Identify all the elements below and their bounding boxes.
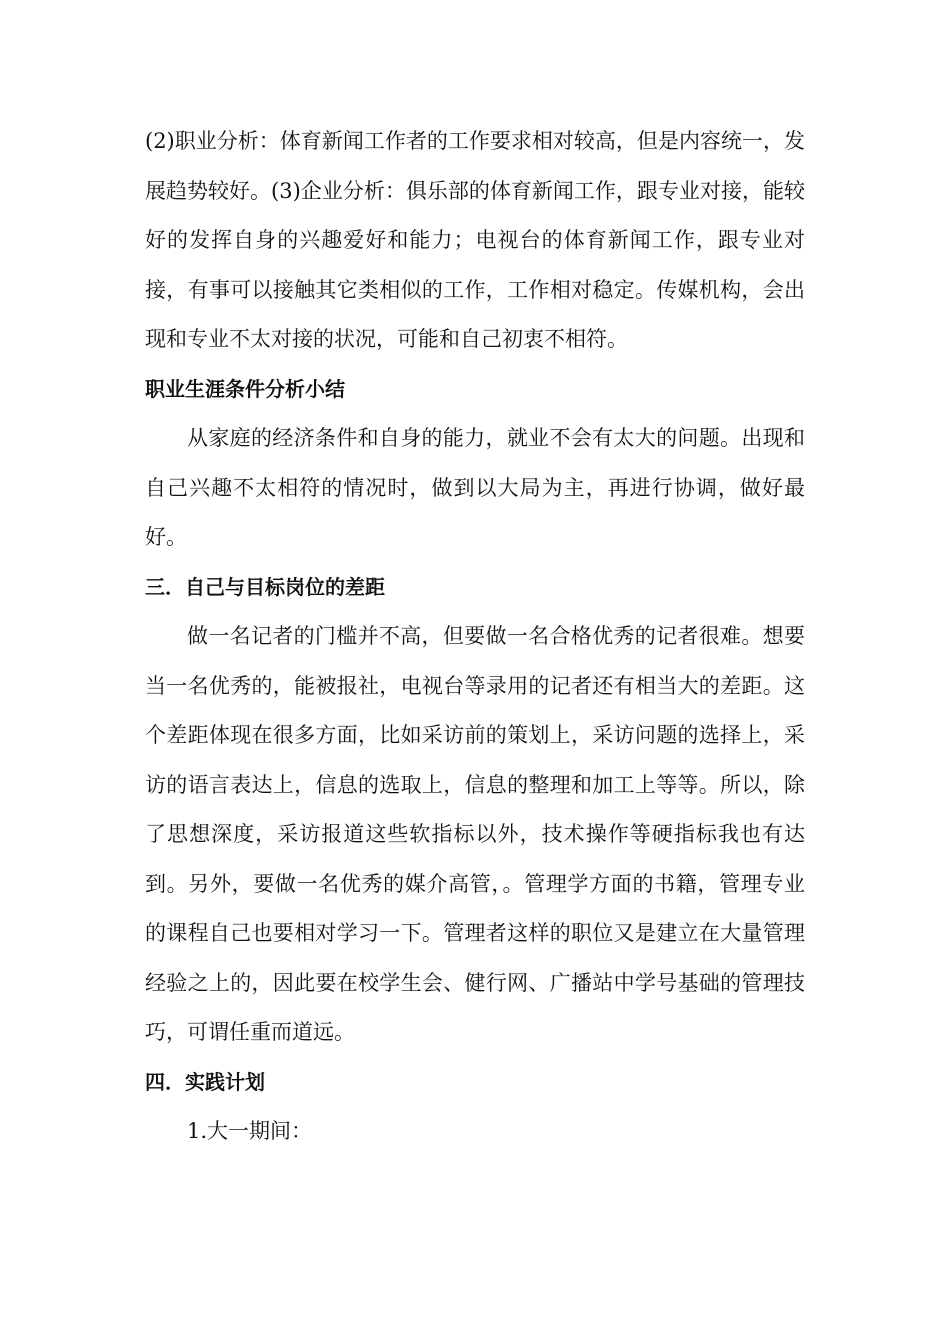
paragraph-summary: 从家庭的经济条件和自身的能力，就业不会有太大的问题。出现和自己兴趣不太相符的情况时，做到以大局为主，再进行协调，做好最好。: [145, 426, 805, 549]
heading-summary: 职业生涯条件分析小结: [145, 376, 345, 401]
list-item-year-one: 1.大一期间：: [187, 1119, 313, 1143]
paragraph-career-analysis: (2)职业分析：体育新闻工作者的工作要求相对较高，但是内容统一，发展趋势较好。(3)企业分析：俱乐部的体育新闻工作，跟专业对接，能较好的发挥自身的兴趣爱好和能力；电视台的体育新闻工作，跟专业对接，有事可以接触其它类相似的工作，工作相对稳定。传媒机构，会出现和专业不太对接的状况，可能和自己初衷不相符。: [145, 129, 805, 351]
heading-gap: 三．自己与目标岗位的差距: [145, 574, 385, 599]
document-page: [145, 117, 805, 1157]
paragraph-gap: 做一名记者的门槛并不高，但要做一名合格优秀的记者很难。想要当一名优秀的，能被报社，电视台等录用的记者还有相当大的差距。这个差距体现在很多方面，比如采访前的策划上，采访问题的选择上，采访的语言表达上，信息的选取上，信息的整理和加工上等等。所以，除了思想深度，采访报道这些软指标以外，技术操作等硬指标我也有达到。另外，要做一名优秀的媒介高管，。管理学方面的书籍，管理专业的课程自己也要相对学习一下。管理者这样的职位又是建立在大量管理经验之上的，因此要在校学生会、健行网、广播站中学号基础的管理技巧，可谓任重而道远。: [145, 624, 805, 1044]
heading-plan: 四．实践计划: [145, 1069, 265, 1094]
